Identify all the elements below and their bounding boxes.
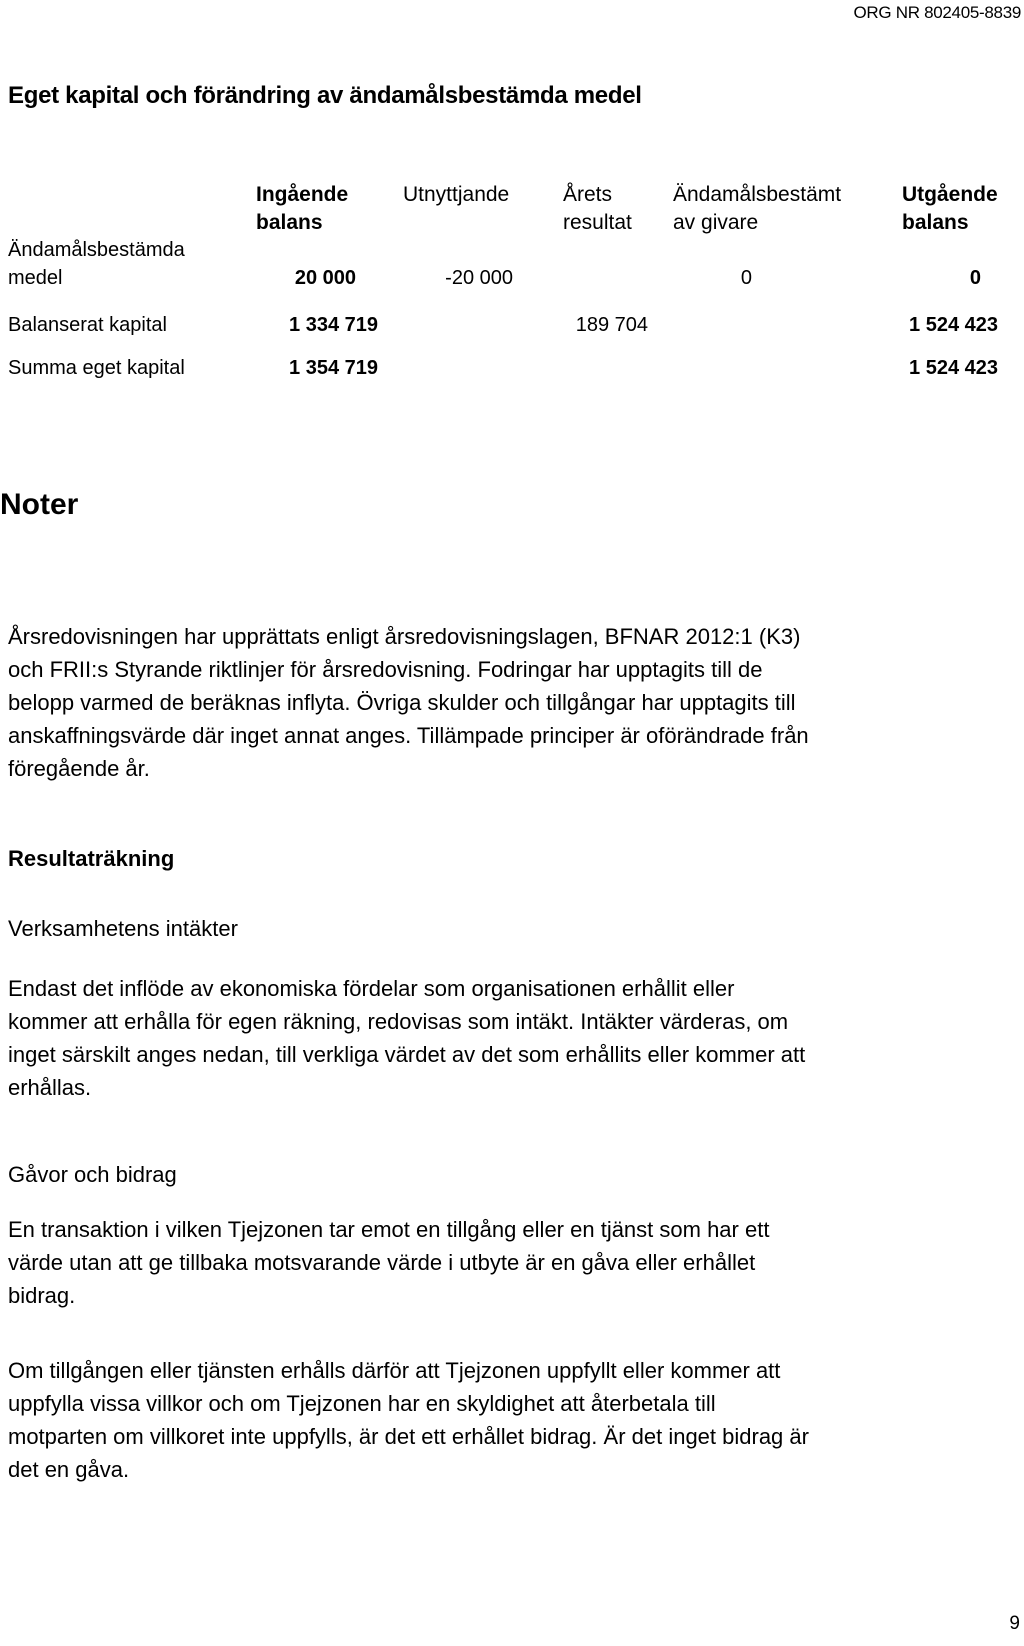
text-line: inget särskilt anges nedan, till verkliga värdet av det som erhållits eller kommer att (8, 1042, 806, 1067)
villkor-paragraph (8, 1354, 1018, 1486)
text-line: motparten om villkoret inte uppfylls, är det ett erhållet bidrag. Är det inget bidrag är (8, 1424, 809, 1449)
text-line: erhållas. (8, 1075, 92, 1100)
row-label-line1: Ändamålsbestämda (8, 239, 185, 261)
col-header-arets-line2: resultat (563, 211, 632, 234)
text-line: anskaffningsvärde där inget annat anges. Tillämpade principer är oförändrade från (8, 723, 809, 748)
cell-ingaende: 1 334 719 (289, 314, 378, 336)
text-line: bidrag. (8, 1283, 76, 1308)
notes-intro (8, 620, 1018, 785)
gavor-heading: Gåvor och bidrag (8, 1162, 177, 1187)
text-line: En transaktion i vilken Tjejzonen tar emot en tillgång eller en tjänst som har ett (8, 1217, 770, 1242)
row-label-balanserat: Balanserat kapital (8, 314, 167, 336)
intakter-paragraph (8, 972, 1018, 1104)
org-number: ORG NR 802405-8839 (853, 3, 1021, 22)
col-header-ingaende-line1: Ingående (256, 183, 349, 206)
text-line: och FRII:s Styrande riktlinjer för årsredovisning. Fodringar har upptagits till de (8, 657, 763, 682)
cell-utgaende: 1 524 423 (909, 357, 998, 379)
cell-arets: 189 704 (575, 314, 648, 336)
col-header-andamal-line1: Ändamålsbestämt (673, 183, 842, 206)
col-header-arets (563, 181, 632, 237)
cell-utnyttjande: -20 000 (445, 267, 513, 289)
col-header-ingaende (256, 181, 348, 237)
col-header-utgaende-line2: balans (902, 211, 969, 234)
notes-heading: Noter (0, 488, 79, 521)
equity-title: Eget kapital och förändring av ändamålsbestämda medel (8, 82, 642, 109)
text-line: kommer att erhålla för egen räkning, redovisas som intäkt. Intäkter värderas, om (8, 1009, 789, 1034)
text-line: föregående år. (8, 756, 150, 781)
col-header-utnyttjande: Utnyttjande (403, 183, 510, 206)
cell-ingaende: 1 354 719 (289, 357, 378, 379)
cell-ingaende: 20 000 (294, 267, 356, 289)
text-line: det en gåva. (8, 1457, 130, 1482)
row-label-andamalsbestamda (8, 236, 185, 292)
cell-utgaende: 1 524 423 (909, 314, 998, 336)
text-line: Om tillgången eller tjänsten erhålls därför att Tjejzonen uppfyllt eller kommer att (8, 1358, 781, 1383)
gavor-paragraph (8, 1213, 1018, 1312)
row-label-summa: Summa eget kapital (8, 357, 185, 379)
page-number: 9 (1009, 1613, 1020, 1634)
col-header-arets-line1: Årets (563, 183, 613, 206)
text-line: Årsredovisningen har upprättats enligt årsredovisningslagen, BFNAR 2012:1 (K3) (8, 624, 801, 649)
col-header-ingaende-line2: balans (256, 211, 323, 234)
col-header-utgaende (902, 181, 998, 237)
intakter-heading: Verksamhetens intäkter (8, 916, 238, 941)
row-label-line2: medel (8, 267, 63, 289)
col-header-andamal-line2: av givare (673, 211, 759, 234)
cell-andamal: 0 (740, 267, 752, 289)
text-line: Endast det inflöde av ekonomiska fördelar som organisationen erhållit eller (8, 976, 735, 1001)
text-line: uppfylla vissa villkor och om Tjejzonen har en skyldighet att återbetala till (8, 1391, 716, 1416)
text-line: belopp varmed de beräknas inflyta. Övriga skulder och tillgångar har upptagits till (8, 690, 796, 715)
resultatrakning-heading: Resultaträkning (8, 846, 175, 871)
text-line: värde utan att ge tillbaka motsvarande värde i utbyte är en gåva eller erhållet (8, 1250, 756, 1275)
col-header-utgaende-line1: Utgående (902, 183, 998, 206)
cell-utgaende: 0 (969, 267, 981, 289)
col-header-andamalsbestamt (673, 181, 841, 237)
